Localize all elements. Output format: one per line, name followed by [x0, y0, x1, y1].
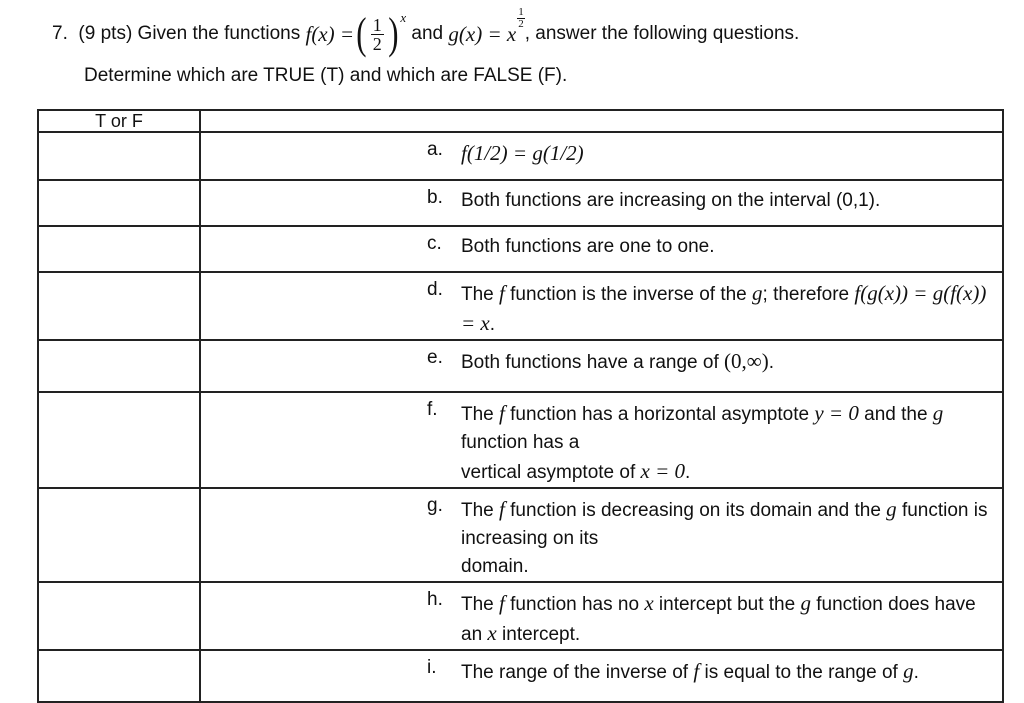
statement-cell: i. The range of the inverse of f is equal to the range of g. [200, 650, 1003, 702]
f-exponent: x [400, 10, 407, 25]
statement-cell: e. Both functions have a range of (0,∞). [200, 340, 1003, 392]
table-row [38, 488, 1003, 582]
tf-answer-cell[interactable] [38, 392, 200, 488]
table-row [38, 582, 1003, 650]
tf-answer-cell[interactable] [38, 488, 200, 582]
true-false-table [37, 109, 1004, 703]
statement-cell: f. The f function has a horizontal asymptote y = 0 and the g function has a vertical asymptote of x = 0. [200, 392, 1003, 488]
and-text: and [411, 23, 444, 44]
question-points: (9 pts) Given the functions [78, 23, 301, 44]
g-exponent-fraction: $\frac{1}{2}$ [518, 5, 524, 30]
statement-column-header [200, 110, 1003, 132]
instruction: Determine which are TRUE (T) and which are FALSE (F). [84, 65, 568, 86]
tf-column-header: T or F [38, 110, 200, 132]
statement-cell: d. The f function is the inverse of the g; therefore f(g(x)) = g(f(x)) = x. [200, 272, 1003, 340]
question-number: 7. [52, 23, 68, 44]
statement-cell: a. f(1/2) = g(1/2) [200, 132, 1003, 180]
tf-answer-cell[interactable] [38, 226, 200, 272]
tf-answer-cell[interactable] [38, 340, 200, 392]
table-row [38, 340, 1003, 392]
statement-cell: g. The f function is decreasing on its domain and the g function is increasing on its domain. [200, 488, 1003, 582]
g-definition-lhs: g(x) = x [448, 21, 517, 46]
tf-answer-cell[interactable] [38, 180, 200, 226]
table-row [38, 272, 1003, 340]
statement-cell: c. Both functions are one to one. [200, 226, 1003, 272]
table-row [38, 180, 1003, 226]
tf-answer-cell[interactable] [38, 582, 200, 650]
f-definition-lhs: f(x) = [305, 21, 355, 46]
table-row [38, 392, 1003, 488]
f-base-fraction: $\frac{1}{2}$ [372, 14, 382, 54]
table-row [38, 226, 1003, 272]
tf-answer-cell[interactable] [38, 650, 200, 702]
statement-cell: h. The f function has no x intercept but the g function does have an x intercept. [200, 582, 1003, 650]
question-line: 7. (9 pts) Given the functions f(x) = ( $\frac{1}{2}$ ) x and g(x) = x $\frac{1}{2}$ , answer the following questions. [52, 5, 800, 58]
table-row [38, 132, 1003, 180]
question-suffix: , answer the following questions. [524, 23, 800, 44]
table-header-row [38, 110, 1003, 132]
tf-answer-cell[interactable] [38, 132, 200, 180]
statement-cell: b. Both functions are increasing on the interval (0,1). [200, 180, 1003, 226]
tf-answer-cell[interactable] [38, 272, 200, 340]
statement-letter: a. [427, 139, 443, 160]
table-row [38, 650, 1003, 702]
